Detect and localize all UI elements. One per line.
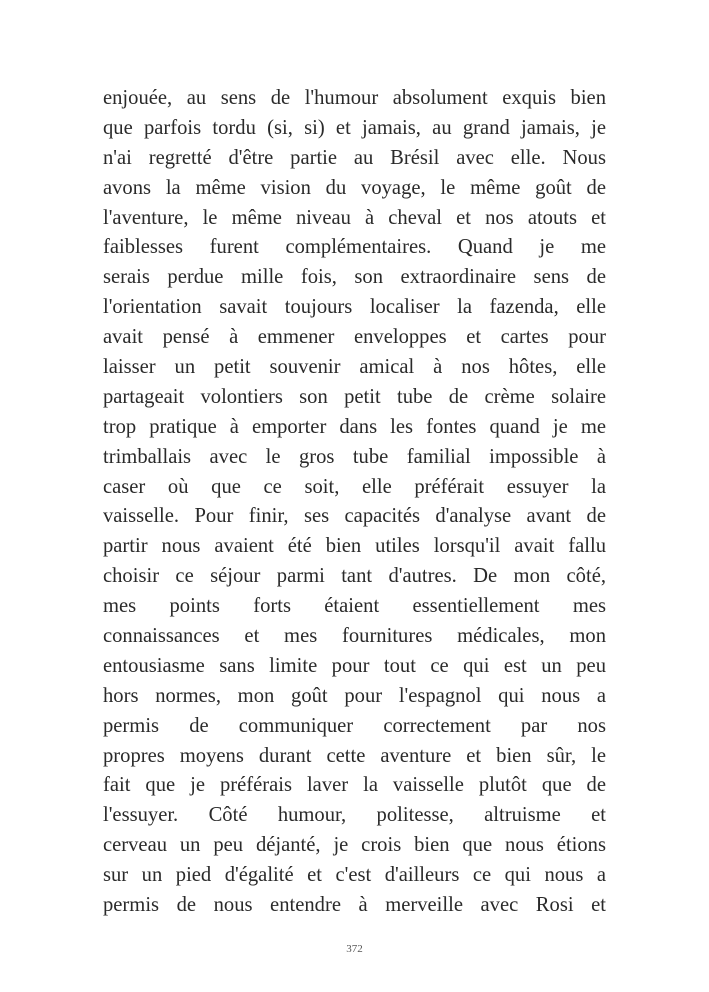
text-line: mes points forts étaient essentiellement mes	[103, 595, 606, 618]
text-line: enjouée, au sens de l'humour absolument exquis bien	[103, 87, 606, 109]
text-line: trimballais avec le gros tube familial impossible à	[103, 445, 606, 468]
text-line: cerveau un peu déjanté, je crois bien que nous étions	[103, 834, 606, 857]
text-line: avons la même vision du voyage, le même goût de	[103, 176, 606, 199]
text-line: partageait volontiers son petit tube de crème solaire	[103, 385, 606, 408]
page-number: 372	[346, 943, 363, 955]
text-line: faiblesses furent complémentaires. Quand je me	[103, 236, 606, 259]
text-line: permis de communiquer correctement par nos	[103, 714, 606, 737]
text-line: vaisselle. Pour finir, ses capacités d'analyse avant de	[103, 505, 606, 528]
body-text	[103, 84, 606, 921]
text-line: choisir ce séjour parmi tant d'autres. De mon côté,	[103, 565, 606, 588]
text-line: fait que je préférais laver la vaisselle plutôt que de	[103, 774, 606, 797]
text-line: l'essuyer. Côté humour, politesse, altruisme et	[103, 804, 606, 827]
text-line: l'aventure, le même niveau à cheval et nos atouts et	[103, 206, 606, 229]
text-line: partir nous avaient été bien utiles lorsqu'il avait fallu	[103, 535, 606, 558]
text-line: connaissances et mes fournitures médicales, mon	[103, 625, 606, 648]
text-line: que parfois tordu (si, si) et jamais, au grand jamais, je	[103, 116, 606, 139]
text-line: entousiasme sans limite pour tout ce qui est un peu	[103, 654, 606, 677]
text-line: serais perdue mille fois, son extraordinaire sens de	[103, 266, 606, 289]
text-line: sur un pied d'égalité et c'est d'ailleurs ce qui nous a	[103, 864, 606, 887]
text-line: caser où que ce soit, elle préférait essuyer la	[103, 475, 606, 498]
text-line: propres moyens durant cette aventure et bien sûr, le	[103, 744, 606, 767]
text-line: n'ai regretté d'être partie au Brésil avec elle. Nous	[103, 146, 606, 169]
text-line: trop pratique à emporter dans les fontes quand je me	[103, 415, 606, 438]
text-line: l'orientation savait toujours localiser la fazenda, elle	[103, 296, 606, 319]
text-line: laisser un petit souvenir amical à nos hôtes, elle	[103, 356, 606, 379]
text-line: permis de nous entendre à merveille avec Rosi et	[103, 894, 606, 917]
text-line: hors normes, mon goût pour l'espagnol qui nous a	[103, 684, 606, 707]
text-line: avait pensé à emmener enveloppes et cartes pour	[103, 326, 606, 349]
